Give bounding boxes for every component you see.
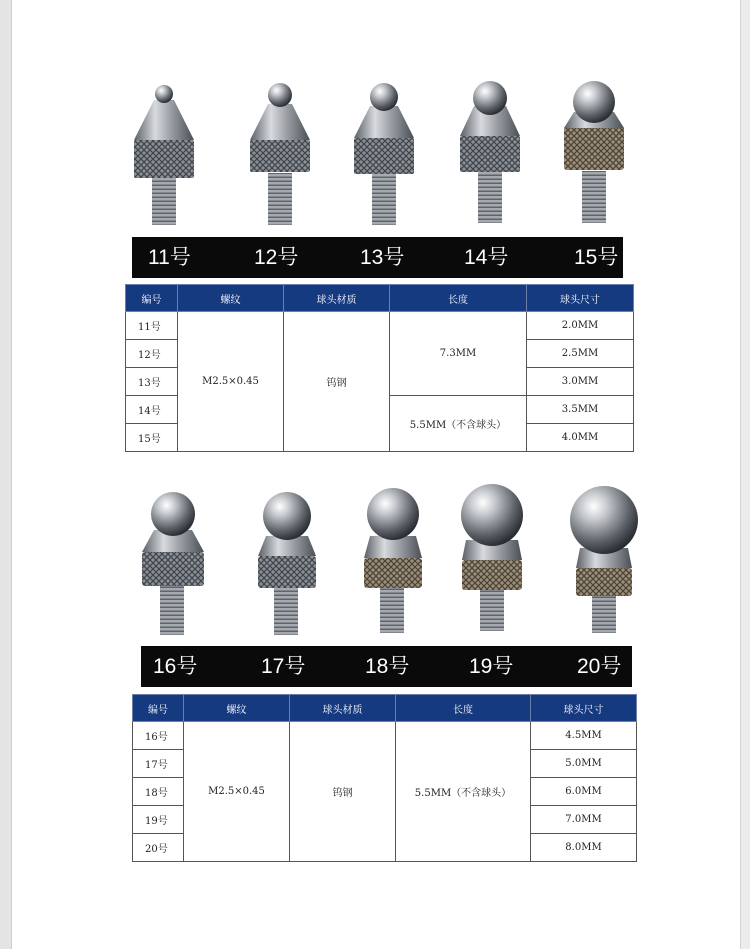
header-material: 球头材质 [284, 285, 390, 312]
probe-11-image [132, 78, 196, 232]
ball-size-value: 4.5MM [531, 722, 637, 750]
length-value-a: 7.3MM [390, 312, 527, 396]
length-value: 5.5MM（不含球头） [396, 722, 531, 862]
material-value: 钨钢 [284, 312, 390, 452]
probe-14-image [458, 76, 522, 230]
row-id: 19号 [133, 806, 184, 834]
ball-size-value: 8.0MM [531, 834, 637, 862]
page-left-border [11, 0, 12, 949]
header-ball-size: 球头尺寸 [527, 285, 634, 312]
probe-19-image [454, 484, 530, 638]
thread-value: M2.5×0.45 [178, 312, 284, 452]
header-length: 长度 [396, 695, 531, 722]
probe-row-2 [130, 484, 650, 644]
row-id: 16号 [133, 722, 184, 750]
row-id: 18号 [133, 778, 184, 806]
table-header-row [133, 695, 637, 722]
ball-size-value: 5.0MM [531, 750, 637, 778]
ball-size-value: 3.0MM [527, 368, 634, 396]
ball-size-value: 4.0MM [527, 424, 634, 452]
probe-labels-bar-2 [141, 646, 632, 687]
probe-12-image [248, 78, 312, 232]
probe-label-11: 11号 [148, 246, 191, 269]
row-id: 15号 [126, 424, 178, 452]
ball-size-value: 2.5MM [527, 340, 634, 368]
probe-16-image [138, 488, 208, 642]
header-id: 编号 [133, 695, 184, 722]
header-id: 编号 [126, 285, 178, 312]
ball-size-value: 7.0MM [531, 806, 637, 834]
row-id: 14号 [126, 396, 178, 424]
material-value: 钨钢 [290, 722, 396, 862]
probe-label-18: 18号 [365, 655, 410, 678]
probe-labels-bar-1 [132, 237, 623, 278]
header-length: 长度 [390, 285, 527, 312]
probe-label-16: 16号 [153, 655, 198, 678]
probe-label-12: 12号 [254, 246, 299, 269]
ball-size-value: 3.5MM [527, 396, 634, 424]
probe-row-1 [120, 70, 640, 230]
header-material: 球头材质 [290, 695, 396, 722]
probe-label-13: 13号 [360, 246, 405, 269]
table-header-row [126, 285, 634, 312]
row-id: 17号 [133, 750, 184, 778]
header-ball-size: 球头尺寸 [531, 695, 637, 722]
thread-value: M2.5×0.45 [184, 722, 290, 862]
probe-17-image [252, 488, 322, 642]
length-value-b: 5.5MM（不含球头） [390, 396, 527, 452]
header-thread: 螺纹 [178, 285, 284, 312]
probe-label-17: 17号 [261, 655, 306, 678]
spec-table-1 [125, 284, 634, 452]
probe-20-image [566, 486, 642, 640]
row-id: 13号 [126, 368, 178, 396]
probe-label-19: 19号 [469, 655, 514, 678]
ball-size-value: 2.0MM [527, 312, 634, 340]
row-id: 11号 [126, 312, 178, 340]
probe-label-15: 15号 [574, 246, 619, 269]
row-id: 12号 [126, 340, 178, 368]
probe-label-14: 14号 [464, 246, 509, 269]
page-right-margin [740, 0, 750, 949]
ball-size-value: 6.0MM [531, 778, 637, 806]
probe-18-image [358, 486, 428, 640]
table-row [133, 722, 637, 750]
row-id: 20号 [133, 834, 184, 862]
probe-13-image [352, 78, 416, 232]
table-row [126, 312, 634, 340]
page-left-margin [0, 0, 11, 949]
probe-label-20: 20号 [577, 655, 622, 678]
probe-15-image [562, 76, 626, 230]
spec-table-2 [132, 694, 637, 862]
header-thread: 螺纹 [184, 695, 290, 722]
